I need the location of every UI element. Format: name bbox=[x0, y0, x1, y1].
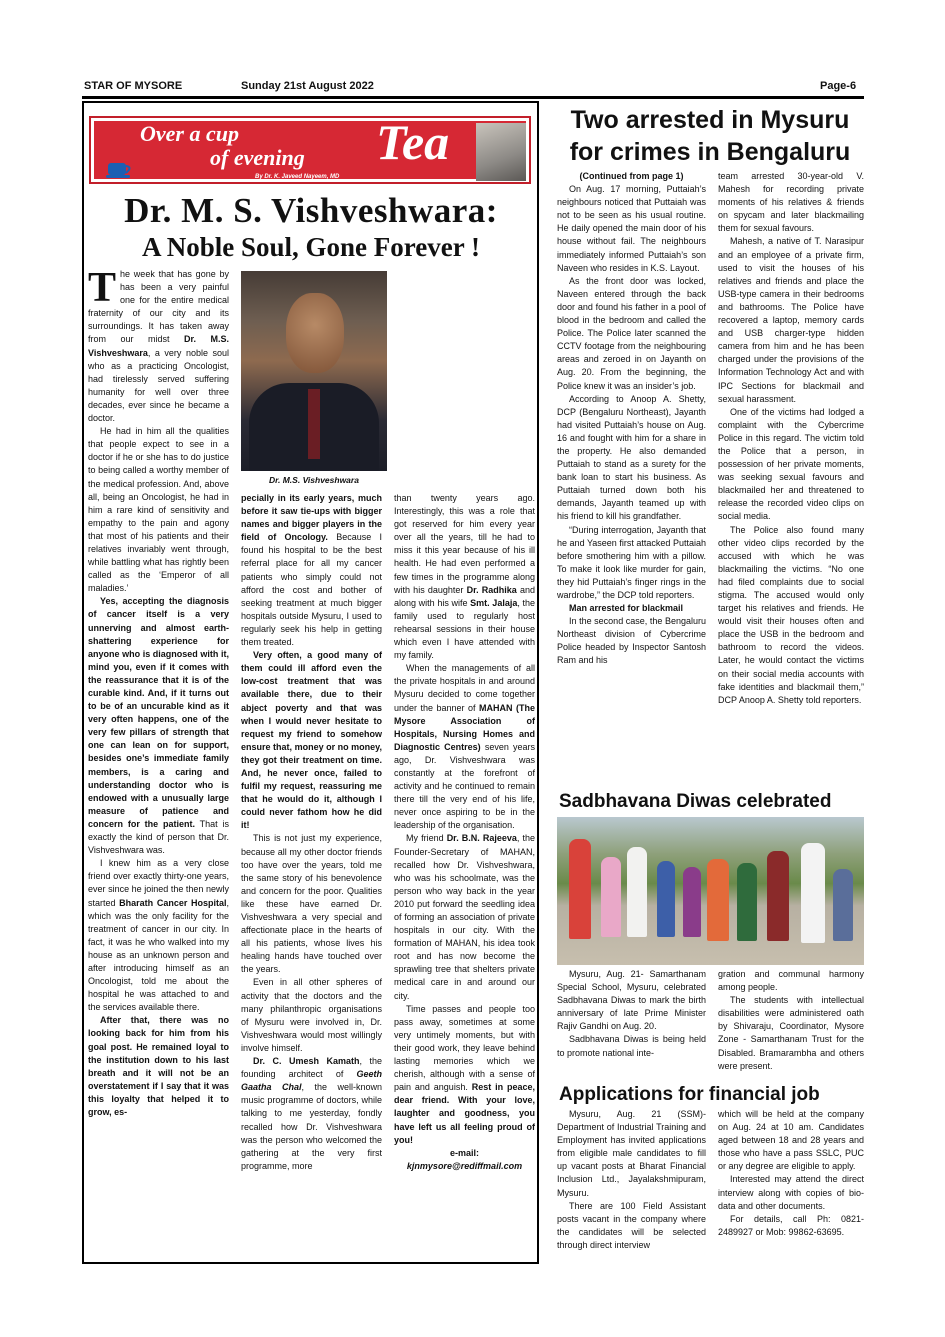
portrait-face bbox=[286, 293, 344, 373]
student-figure bbox=[737, 863, 757, 941]
arrest-c1-p3: According to Anoop A. Shetty, DCP (Bengaluru Northeast), Jayanth had visited Puttaiah’s house on Aug. 16 and fought with him for a share in the property. He also demanded Puttaiah to stand as a surety for the bank loan to start his business. As Puttaiah turned down both his demands, Jayanth teamed up with his friend to kill his grandfather. bbox=[557, 393, 706, 522]
arrest-c1-p2: As the front door was locked, Naveen entered through the back door and found his father in a pool of blood in the bedroom and called the Police. The Police later scanned the CCTV footage from the neighbouring areas and zeroed in on Jayanth on Aug. 20. From the beginning, the Police knew it was an insider’s job. bbox=[557, 275, 706, 391]
student-figure bbox=[801, 843, 825, 943]
col3-para3-bold: Dr. B.N. Rajeeva bbox=[446, 833, 517, 844]
arrest-title-line2: for crimes in Bengaluru bbox=[569, 138, 851, 166]
col1-para5: After that, there was no looking back for him from his goal post. He remained loyal to the institution down to his last breath and it will not be an overstatement if I say that it was this loyalty that helped it to grow, es- bbox=[88, 1015, 229, 1117]
drop-cap: T bbox=[88, 265, 117, 311]
column-banner bbox=[89, 116, 531, 184]
col2-para3: This is not just my experience, because all my other doctor friends too have over the years, told me the same story of his benevolence and concern for the poor. Qualities like these have earned Dr. Vishveshwara a very special and affectionate place in the hearts of all his patients, whose lives his healing hands have touched over the years. bbox=[241, 833, 382, 975]
sadbhavana-column-2 bbox=[718, 968, 864, 1073]
arrest-c2-p3: One of the victims had lodged a complaint with the Cybercrime Police in this regard. The victim told the Police that a person, in possession of her private moments, was seeking sexual favours and blackmailed her and threatened to release the recorded video clips on social media. bbox=[718, 406, 864, 522]
job-c2-p1: which will be held at the company on Aug. 24 at 10 am. Candidates aged between 18 and 28 years and those who have a pass SSLC, PUC or any degree are eligible to apply. bbox=[718, 1109, 864, 1172]
arrest-column-2 bbox=[718, 170, 864, 707]
job-c1-p2: There are 100 Field Assistant posts vacant in the company where the candidates will be selected through direct interview bbox=[557, 1200, 706, 1250]
sadbhavana-column-1 bbox=[557, 968, 706, 1060]
col3-para2-end: seven years ago, Dr. Vishveshwara was constantly at the forefront of activity and he continued to remain there till the very end of his life, never once aspiring to be in the leadership of the organisation. bbox=[394, 741, 535, 831]
col3-para2-bold: MAHAN (The Mysore Association of Hospitals, Nursing Homes and Diagnostic Centres) bbox=[394, 702, 535, 752]
job-c1-p1: Mysuru, Aug. 21 (SSM)- Department of Industrial Training and Employment has invited applications from eligible male candidates to fill up vacant posts at Bharat Financial Inclusion Ltd., Jayalakshmipuram, Mysuru. bbox=[557, 1109, 706, 1198]
student-figure bbox=[627, 847, 647, 937]
job-c2-p3: For details, call Ph: 0821-2489927 or Mob: 99862-63695. bbox=[718, 1213, 864, 1237]
col1-para1-bold: Dr. M.S. Vishveshwara bbox=[88, 334, 229, 358]
arrest-c2-p4: The Police also found many other video clips recorded by the accused with which he was blackmailing the victims. “No one had filed complaints due to social stigma. The accused would only target his relatives and friends. He would visit their houses often and place the USB in the bedroom and bathroom to record the videos. Later, he would contact the victims on their social media accounts with fake identities and blackmail them,” DCP Anoop A. Shetty told reporters. bbox=[718, 524, 864, 705]
header-rule bbox=[82, 96, 864, 99]
col1-para3: Yes, accepting the diagnosis of cancer itself is a very unnerving and almost earth-shattering experience for anyone who is diagnosed with it, mind you, even if it comes with the reassurance that it is of the curable kind. And, if it turns out to be of an uncurable kind as it very often happens, one of the very few pillars of strength that one can lean on for support, besides one’s immediate family members, is a caring and understanding doctor who is endowed with a unusually large measure of patience and concern for the patient. bbox=[88, 596, 229, 829]
arrest-c1-p5: In the second case, the Bengaluru Northeast division of Cybercrime Police headed by Inspector Santosh Ram and his bbox=[557, 616, 706, 666]
banner-tea: Tea bbox=[376, 114, 450, 170]
col3-para2: When the managements of all the private hospitals in and around Mysuru decided to come together under the banner of bbox=[394, 663, 535, 713]
arrest-c2-p1: team arrested 30-year-old V. Mahesh for recording private moments of his relatives & friends on spycam and later blackmailing them for sexual favours. bbox=[718, 171, 864, 234]
col2-para1: pecially in its early years, much before it saw tie-ups with bigger names and bigger players in the field of Oncology. bbox=[241, 493, 382, 543]
job-column-2 bbox=[718, 1108, 864, 1239]
photo-caption: Dr. M.S. Vishveshwara bbox=[269, 475, 359, 485]
student-figure bbox=[683, 867, 701, 937]
feature-subheadline: A Noble Soul, Gone Forever ! bbox=[142, 232, 480, 262]
col3-para4: Time passes and people too pass away, sometimes at some very untimely moments, but with their good work, they leave behind lasting memories which we cherish, although with a sense of pain and anguish. bbox=[394, 1003, 535, 1093]
job-column-1 bbox=[557, 1108, 706, 1252]
col2-para2: Very often, a good many of them could ill afford even the low-cost treatment that was available there, due to their abject poverty and that was when I would never hesitate to request my friend to somehow ensure that, money or no money, they got their treatment on time. And, he never once, failed to fulfil my request, reassuring me that he would do it, although I could never fathom how he did it! bbox=[241, 650, 382, 831]
continued-note: (Continued from page 1) bbox=[579, 171, 684, 181]
feature-column-3 bbox=[394, 492, 535, 1173]
portrait-tie bbox=[308, 389, 320, 459]
col2-para1-end: Because I found his hospital to be the best referral place for all my cancer patients who simply could not afford the cost and bother of seeking treatment at much bigger hospitals outside Mysuru, I used to regularly seek his help in getting them treated. bbox=[241, 532, 382, 648]
page-number: Page-6 bbox=[820, 80, 857, 92]
sadbhavana-c2-p1: gration and communal harmony among people. bbox=[718, 969, 864, 993]
banner-line1: Over a cup bbox=[140, 121, 239, 146]
student-figure bbox=[767, 851, 789, 941]
arrest-subhead: Man arrested for blackmail bbox=[569, 603, 684, 614]
arrest-title-line1: Two arrested in Mysuru bbox=[570, 106, 850, 134]
banner-line2: of evening bbox=[210, 145, 305, 170]
col2-para5-end: , the well-known music programme of doctors, while talking to me yesterday, fondly recalled how Dr. Vishveshwara was the person who welcomed the gathering at the very first programme, more bbox=[241, 1082, 382, 1171]
arrest-c1-p4: “During interrogation, Jayanth that he and Yaseen first attacked Puttaiah before smothering him with a pillow. To make it look like murder for gain, they hid Puttaiah’s finger rings in the wardrobe,” the DCP told reporters. bbox=[557, 524, 706, 600]
student-figure bbox=[707, 859, 729, 941]
job-title: Applications for financial job bbox=[559, 1084, 820, 1105]
col1-para4: I knew him as a very close friend over exactly thirty-one years, ever since he joined the then newly started bbox=[88, 858, 229, 908]
col3-para1-bold2: Smt. Jalaja bbox=[470, 597, 518, 608]
sadbhavana-title: Sadbhavana Diwas celebrated bbox=[559, 791, 832, 812]
arrest-column-1 bbox=[557, 170, 706, 668]
author-email[interactable]: kjnmysore@rediffmail.com bbox=[406, 1160, 523, 1171]
banner-background bbox=[94, 114, 526, 179]
col2-para4: Even in all other spheres of activity that the doctors and the many philanthropic organisations of Mysuru were involved in, Dr. Vishveshwara would most willingly involve himself. bbox=[241, 977, 382, 1053]
feature-headline: Dr. M. S. Vishveshwara: bbox=[124, 191, 498, 230]
columnist-photo bbox=[476, 123, 526, 181]
sadbhavana-c2-p2: The students with intellectual disabilities were administered oath by Shivaraju, Coordinator, Mysore Zone - Samarthanam Trust for the Disabled. Bramarambha and others were present. bbox=[718, 995, 864, 1071]
col2-para5-bold: Dr. C. Umesh Kamath bbox=[253, 1056, 360, 1067]
col1-para2: He had in him all the qualities that people expect to see in a doctor if he or she has to do justice to being called a worthy member of the medical profession. And, above all, being an Oncologist, he had in him a rare kind of sensitivity and empathy to the pain and agony that most of his patients and their relatives invariably went through, while battling what has rightly been called as the ‘Emperor of all maladies.’ bbox=[88, 426, 229, 594]
col3-para1-bold1: Dr. Radhika bbox=[466, 584, 517, 595]
tea-cup-icon bbox=[106, 159, 136, 179]
sadbhavana-c1-p1: Mysuru, Aug. 21- Samarthanam Special School, Mysuru, celebrated Sadbhavana Diwas to mark the birth anniversary of late Prime Minister Rajiv Gandhi on Aug. 20. bbox=[557, 969, 706, 1032]
feature-column-2 bbox=[241, 492, 382, 1173]
email-label: e-mail: bbox=[449, 1147, 479, 1158]
student-figure bbox=[601, 857, 621, 937]
students-photo bbox=[557, 817, 864, 965]
col3-para1-mid: and along with his wife bbox=[394, 584, 535, 608]
sadbhavana-c1-p2: Sadbhavana Diwas is being held to promote national inte- bbox=[557, 1034, 706, 1058]
arrest-c2-p2: Mahesh, a native of T. Narasipur and an employee of a private firm, used to visit the houses of his relatives and friends and place the USB-type camera in their bedrooms and bathrooms. The Police have recovered a laptop, memory cards and USB charger-type hidden camera from him and he has been charged under the provisions of the Information Technology Act and with IPC Sections for blackmail and sexual harassment. bbox=[718, 236, 864, 404]
col3-para1: than twenty years ago. Interestingly, this was a role that got reserved for him every year over all the years, till he had to miss it this year because of his ill health. He had even performed a few times in the programme along with his daughter bbox=[394, 493, 535, 595]
feature-column-1 bbox=[88, 265, 230, 1119]
col1-para4-bold: Bharath Cancer Hospital bbox=[119, 897, 227, 908]
job-c2-p2: Interested may attend the direct interview along with copies of bio-data and other documents. bbox=[718, 1174, 864, 1211]
arrest-story-title bbox=[548, 104, 872, 168]
col1-para1: he week that has gone by has been a very painful one for the entire medical fraternity of our city and its surroundings. It has taken away from our midst bbox=[88, 269, 229, 345]
col3-para3-end: , the Founder-Secretary of MAHAN, recalled how Dr. Vishveshwara, who was his schoolmate, was the person who way back in the year 2010 put forward the seedling idea of forming an association of private hospitals in our city. With the formation of MAHAN, his idea took root and has now become the sprawling tree that shelters private medical care in and around our city. bbox=[394, 833, 535, 1001]
col3-para3: My friend bbox=[406, 833, 447, 844]
portrait-photo bbox=[241, 271, 387, 471]
arrest-c1-p1: On Aug. 17 morning, Puttaiah’s neighbours noticed that Puttaiah was not to be seen as his usual routine. He daily opened the main door of his house without fail. The neighbours immediately informed Puttaiah’s son Naveen who resides in K.S. Layout. bbox=[557, 184, 706, 273]
col2-para5: , the founding architect of bbox=[241, 1056, 383, 1080]
banner-byline: By Dr. K. Javeed Nayeem, MD bbox=[255, 174, 340, 180]
student-figure bbox=[657, 861, 675, 937]
col1-para3-end: That is exactly the kind of person that Dr. Vishveshwara was. bbox=[88, 818, 229, 856]
col3-para1-end: , the family used to regularly host rehearsal sessions in their house which even I have attended with my family. bbox=[394, 597, 536, 661]
col2-para5-italic: Geeth Gaatha Chal bbox=[241, 1069, 382, 1093]
col3-para4-bold: Rest in peace, dear friend. With your love, laughter and goodness, you have left us all feeling proud of you! bbox=[394, 1082, 535, 1145]
student-figure bbox=[569, 839, 591, 939]
paper-name: STAR OF MYSORE bbox=[84, 80, 183, 92]
student-figure bbox=[833, 869, 853, 941]
col1-para4-end: , which was the only facility for the treatment of cancer in our city. In fact, it was he who walked into my house as an unknown person and after introducing himself as an Oncologist, told me about the hospital he was attached to and the services available there. bbox=[88, 897, 230, 1013]
issue-date: Sunday 21st August 2022 bbox=[241, 80, 374, 92]
col1-para1-end: , a very noble soul who as a practicing Oncologist, had tirelessly served suffering humanity for well over three decades, ever since he became a doctor. bbox=[88, 347, 229, 424]
